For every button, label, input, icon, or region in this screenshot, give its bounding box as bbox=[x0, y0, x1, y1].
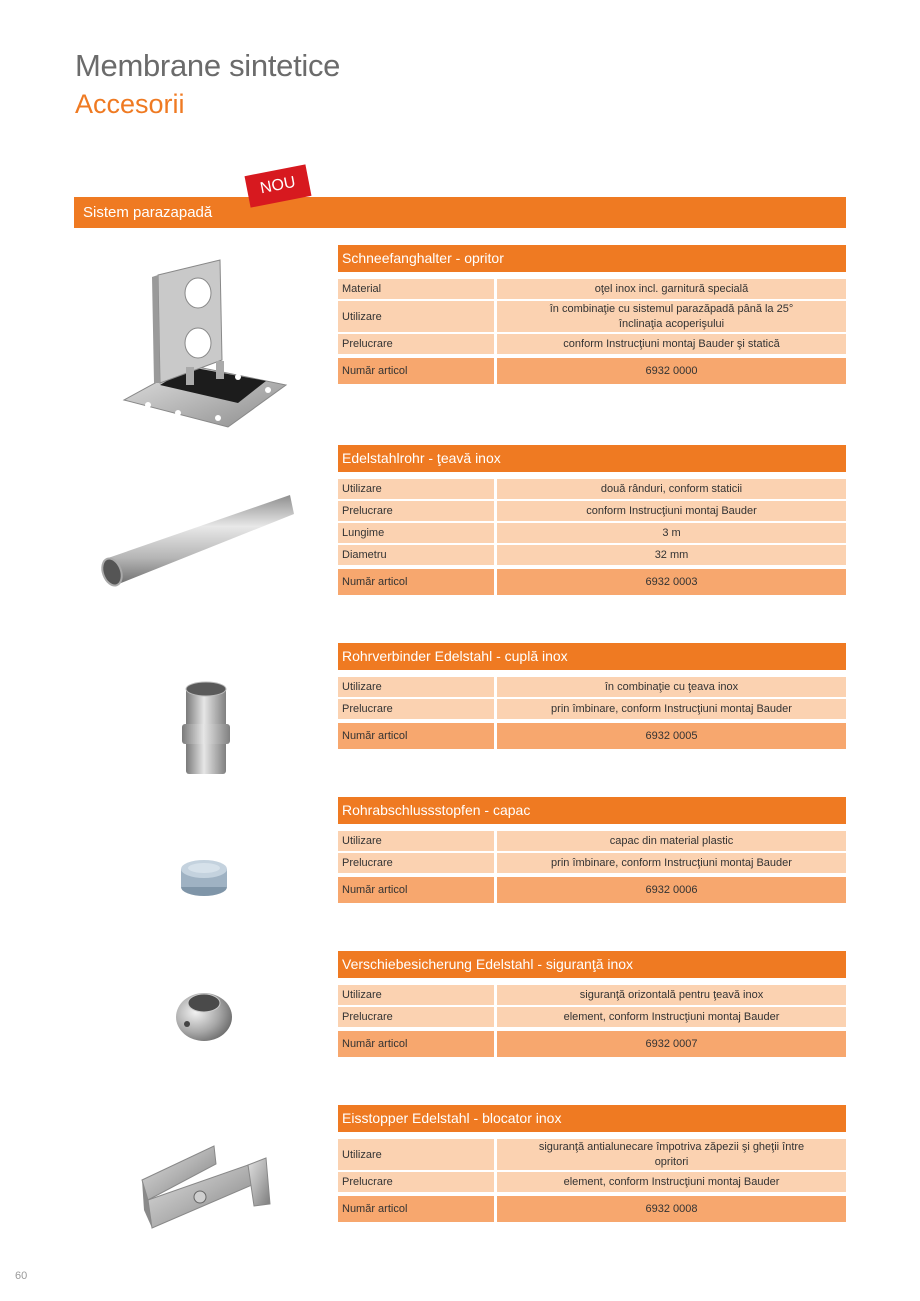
spec-value: 32 mm bbox=[497, 545, 846, 565]
page-title: Membrane sintetice bbox=[75, 48, 341, 83]
spec-label: Prelucrare bbox=[338, 501, 494, 521]
spec-row bbox=[338, 831, 846, 851]
spec-row bbox=[338, 985, 846, 1005]
spec-label: Prelucrare bbox=[338, 699, 494, 719]
article-number: 6932 0006 bbox=[497, 877, 846, 903]
product-card bbox=[338, 951, 846, 1059]
spec-label: Prelucrare bbox=[338, 334, 494, 354]
spec-row bbox=[338, 301, 846, 332]
product-title: Eisstopper Edelstahl - blocator inox bbox=[338, 1105, 846, 1132]
product-title: Schneefanghalter - opritor bbox=[338, 245, 846, 272]
section-bar bbox=[74, 197, 846, 228]
article-label: Număr articol bbox=[338, 569, 494, 595]
article-number: 6932 0008 bbox=[497, 1196, 846, 1222]
product-card bbox=[338, 797, 846, 905]
spec-label: Utilizare bbox=[338, 479, 494, 499]
product-card bbox=[338, 245, 846, 386]
article-row bbox=[338, 723, 846, 749]
page-subtitle: Accesorii bbox=[75, 89, 185, 119]
spec-label: Utilizare bbox=[338, 831, 494, 851]
article-row bbox=[338, 569, 846, 595]
article-number: 6932 0005 bbox=[497, 723, 846, 749]
article-label: Număr articol bbox=[338, 1031, 494, 1057]
spec-label: Prelucrare bbox=[338, 1172, 494, 1192]
article-row bbox=[338, 877, 846, 903]
spec-row bbox=[338, 334, 846, 354]
spec-label: Utilizare bbox=[338, 985, 494, 1005]
spec-value: capac din material plastic bbox=[497, 831, 846, 851]
article-row bbox=[338, 1196, 846, 1222]
spec-label: Prelucrare bbox=[338, 1007, 494, 1027]
spec-label: Prelucrare bbox=[338, 853, 494, 873]
spec-row bbox=[338, 523, 846, 543]
spec-value: siguranţă antialunecare împotriva zăpezii şi gheţii între opritori bbox=[497, 1139, 846, 1170]
product-title: Verschiebesicherung Edelstahl - siguranţă inox bbox=[338, 951, 846, 978]
article-label: Număr articol bbox=[338, 723, 494, 749]
spec-value: siguranţă orizontală pentru ţeavă inox bbox=[497, 985, 846, 1005]
sliding-lock-ring-image bbox=[174, 990, 234, 1042]
product-card bbox=[338, 445, 846, 597]
spec-label: Utilizare bbox=[338, 1139, 494, 1170]
spec-row bbox=[338, 853, 846, 873]
snow-holder-bracket-image bbox=[118, 255, 290, 430]
spec-row bbox=[338, 479, 846, 499]
steel-tube-image bbox=[98, 490, 298, 595]
spec-row bbox=[338, 677, 846, 697]
spec-value: 3 m bbox=[497, 523, 846, 543]
new-badge: NOU bbox=[245, 164, 312, 207]
ice-stopper-image bbox=[138, 1140, 273, 1232]
article-number: 6932 0003 bbox=[497, 569, 846, 595]
article-row bbox=[338, 1031, 846, 1057]
spec-value: în combinaţie cu ţeava inox bbox=[497, 677, 846, 697]
spec-value: două rânduri, conform staticii bbox=[497, 479, 846, 499]
section-title: Sistem parazapadă bbox=[83, 204, 213, 221]
spec-label: Lungime bbox=[338, 523, 494, 543]
spec-row bbox=[338, 279, 846, 299]
article-number: 6932 0000 bbox=[497, 358, 846, 384]
product-title: Rohrverbinder Edelstahl - cuplă inox bbox=[338, 643, 846, 670]
spec-row bbox=[338, 1139, 846, 1170]
article-label: Număr articol bbox=[338, 877, 494, 903]
spec-value: conform Instrucţiuni montaj Bauder bbox=[497, 501, 846, 521]
product-card bbox=[338, 1105, 846, 1224]
plastic-cap-image bbox=[178, 855, 230, 900]
article-label: Număr articol bbox=[338, 358, 494, 384]
spec-row bbox=[338, 699, 846, 719]
spec-value: element, conform Instrucţiuni montaj Bauder bbox=[497, 1007, 846, 1027]
spec-value: prin îmbinare, conform Instrucţiuni montaj Bauder bbox=[497, 853, 846, 873]
product-title: Rohrabschlussstopfen - capac bbox=[338, 797, 846, 824]
spec-value: conform Instrucţiuni montaj Bauder şi statică bbox=[497, 334, 846, 354]
spec-label: Diametru bbox=[338, 545, 494, 565]
product-card bbox=[338, 643, 846, 751]
spec-label: Utilizare bbox=[338, 301, 494, 332]
article-label: Număr articol bbox=[338, 1196, 494, 1222]
product-title: Edelstahlrohr - ţeavă inox bbox=[338, 445, 846, 472]
tube-coupler-image bbox=[180, 680, 232, 780]
article-row bbox=[338, 358, 846, 384]
article-number: 6932 0007 bbox=[497, 1031, 846, 1057]
spec-value: oţel inox incl. garnitură specială bbox=[497, 279, 846, 299]
spec-row bbox=[338, 1007, 846, 1027]
spec-row bbox=[338, 545, 846, 565]
spec-row bbox=[338, 501, 846, 521]
spec-value: element, conform Instrucţiuni montaj Bauder bbox=[497, 1172, 846, 1192]
spec-value: prin îmbinare, conform Instrucţiuni montaj Bauder bbox=[497, 699, 846, 719]
spec-label: Material bbox=[338, 279, 494, 299]
spec-label: Utilizare bbox=[338, 677, 494, 697]
spec-row bbox=[338, 1172, 846, 1192]
page-number: 60 bbox=[15, 1270, 28, 1282]
spec-value: în combinaţie cu sistemul parazăpadă până la 25° înclinaţia acoperişului bbox=[497, 301, 846, 332]
